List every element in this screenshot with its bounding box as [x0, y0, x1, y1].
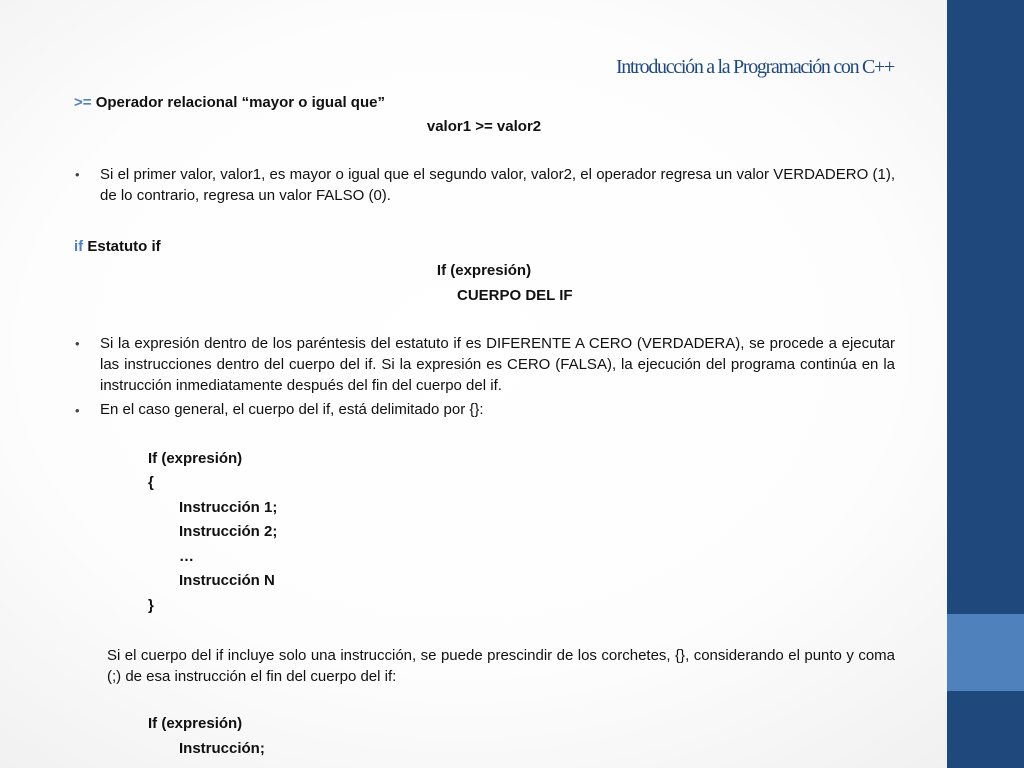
section-ge-example: valor1 >= valor2: [426, 118, 542, 135]
section-if-keyword: if: [74, 238, 84, 255]
section-if-note: Si el cuerpo del if incluye solo una instrucción, se puede prescindir de los corchetes, {}, considerando el punto y coma (;) de esa instrucción el fin del cuerpo del if:: [107, 647, 895, 685]
code-single-header: If (expresión): [148, 715, 243, 732]
section-if-syntax-line1: If (expresión): [436, 262, 532, 279]
code-single-line: Instrucción;: [179, 740, 265, 757]
code-block-header: If (expresión): [148, 450, 243, 467]
slide-title: Introducción a la Programación con C++: [615, 56, 894, 78]
bullet-marker: •: [75, 167, 80, 182]
sidebar-band-bottom: [947, 691, 1024, 768]
code-block-line: Instrucción 2;: [179, 523, 278, 540]
section-ge-keyword: >=: [74, 94, 92, 111]
section-if-heading-text: Estatuto if: [87, 238, 161, 255]
section-if-syntax-line2: CUERPO DEL IF: [457, 287, 573, 304]
section-if-heading: [74, 237, 161, 257]
code-block-open-brace: {: [148, 474, 154, 491]
bullet-marker: •: [75, 336, 80, 351]
code-block-line: Instrucción 1;: [179, 499, 278, 516]
section-ge-heading: [74, 93, 385, 113]
code-block-close-brace: }: [148, 597, 154, 614]
sidebar-band-accent: [947, 614, 1024, 691]
section-ge-heading-text: Operador relacional “mayor o igual que”: [95, 94, 385, 111]
sidebar-band-top: [947, 0, 1024, 614]
bullet-marker: •: [75, 403, 80, 418]
section-ge-bullet: Si el primer valor, valor1, es mayor o igual que el segundo valor, valor2, el operador regresa un valor VERDADERO (1), de lo contrario, regresa un valor FALSO (0).: [100, 166, 895, 204]
code-block-line: Instrucción N: [179, 572, 275, 589]
section-if-bullet1: Si la expresión dentro de los paréntesis del estatuto if es DIFERENTE A CERO (VERDADERA), se procede a ejecutar las instrucciones dentro del cuerpo del if. Si la expresión es CERO (FALSA), la ejecución del programa continúa en la instrucción inmediatamente después del fin del cuerpo del if.: [100, 335, 895, 394]
section-if-bullet2: En el caso general, el cuerpo del if, está delimitado por {}:: [100, 401, 484, 418]
code-block-line: …: [179, 548, 194, 565]
